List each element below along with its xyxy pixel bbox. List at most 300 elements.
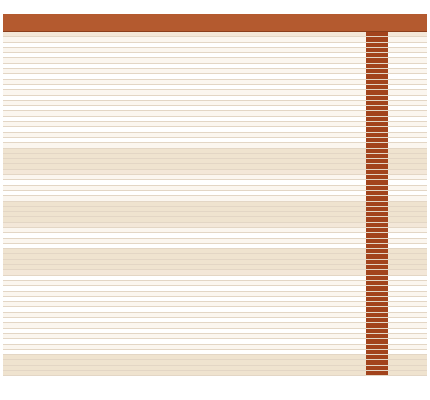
table-cell	[145, 143, 165, 147]
table-cell	[57, 318, 71, 322]
table-cell	[3, 143, 36, 147]
table-cell	[326, 334, 346, 338]
table-cell	[366, 307, 388, 311]
table-cell	[165, 170, 184, 174]
table-cell	[205, 313, 226, 317]
table-cell	[36, 228, 57, 232]
table-cell	[36, 53, 57, 57]
table-cell	[165, 313, 184, 317]
table-cell	[57, 297, 71, 301]
table-cell	[89, 350, 107, 354]
table-cell	[57, 355, 71, 359]
table-cell	[107, 143, 125, 147]
table-cell	[165, 127, 184, 131]
table-cell	[226, 223, 247, 227]
table-cell	[286, 85, 306, 89]
table-cell	[205, 32, 226, 36]
table-cell	[36, 69, 57, 73]
table-cell	[71, 122, 89, 126]
table-cell	[107, 292, 125, 296]
table-cell	[247, 48, 266, 52]
table-cell	[326, 350, 346, 354]
table-cell	[266, 350, 286, 354]
table-cell	[165, 207, 184, 211]
table-cell	[125, 281, 145, 285]
table-cell	[226, 366, 247, 370]
table-cell	[107, 329, 125, 333]
table-cell	[388, 345, 407, 349]
table-cell	[3, 138, 36, 142]
table-cell	[247, 164, 266, 168]
table-cell	[226, 143, 247, 147]
table-cell	[366, 64, 388, 68]
table-cell	[71, 223, 89, 227]
table-cell	[247, 323, 266, 327]
table-cell	[36, 270, 57, 274]
table-cell	[388, 313, 407, 317]
table-cell	[125, 90, 145, 94]
table-cell	[89, 297, 107, 301]
table-cell	[57, 207, 71, 211]
table-cell	[184, 106, 205, 110]
table-cell	[226, 101, 247, 105]
table-cell	[346, 122, 366, 126]
table-cell	[3, 154, 36, 158]
table-cell	[36, 80, 57, 84]
table-cell	[125, 164, 145, 168]
table-cell	[205, 249, 226, 253]
table-cell	[107, 127, 125, 131]
table-cell	[165, 260, 184, 264]
table-cell	[184, 101, 205, 105]
table-cell	[145, 228, 165, 232]
table-cell	[184, 249, 205, 253]
table-cell	[266, 371, 286, 375]
table-cell	[125, 260, 145, 264]
table-cell	[366, 270, 388, 274]
table-cell	[266, 239, 286, 243]
table-cell	[184, 53, 205, 57]
table-cell	[107, 58, 125, 62]
table-cell	[71, 53, 89, 57]
table-cell	[71, 265, 89, 269]
table-cell	[388, 270, 407, 274]
table-cell	[306, 74, 326, 78]
table-cell	[388, 371, 407, 375]
table-cell	[57, 85, 71, 89]
table-cell	[266, 180, 286, 184]
table-cell	[266, 254, 286, 258]
table-cell	[3, 355, 36, 359]
table-cell	[89, 90, 107, 94]
table-cell	[125, 159, 145, 163]
table-cell	[107, 164, 125, 168]
table-cell	[165, 249, 184, 253]
table-cell	[326, 64, 346, 68]
table-cell	[3, 302, 36, 306]
table-cell	[3, 164, 36, 168]
table-cell	[286, 307, 306, 311]
table-cell	[125, 339, 145, 343]
table-cell	[247, 32, 266, 36]
table-cell	[36, 64, 57, 68]
table-cell	[184, 122, 205, 126]
table-cell	[3, 96, 36, 100]
table-cell	[125, 170, 145, 174]
table-cell	[286, 228, 306, 232]
table-cell	[36, 223, 57, 227]
table-cell	[388, 297, 407, 301]
table-cell	[247, 302, 266, 306]
table-cell	[3, 180, 36, 184]
table-cell	[184, 212, 205, 216]
table-cell	[107, 175, 125, 179]
table-cell	[3, 228, 36, 232]
table-cell	[266, 164, 286, 168]
table-cell	[366, 207, 388, 211]
table-cell	[145, 64, 165, 68]
table-cell	[184, 170, 205, 174]
table-cell	[226, 196, 247, 200]
table-cell	[205, 133, 226, 137]
column-header	[346, 14, 366, 31]
table-cell	[286, 371, 306, 375]
table-cell	[247, 297, 266, 301]
table-cell	[89, 122, 107, 126]
table-cell	[145, 37, 165, 41]
table-cell	[71, 355, 89, 359]
table-cell	[366, 371, 388, 375]
table-cell	[346, 138, 366, 142]
table-cell	[388, 323, 407, 327]
table-cell	[184, 207, 205, 211]
table-cell	[107, 360, 125, 364]
table-cell	[71, 233, 89, 237]
table-cell	[306, 244, 326, 248]
table-cell	[388, 302, 407, 306]
column-header	[266, 14, 286, 31]
table-cell	[36, 334, 57, 338]
table-cell	[226, 228, 247, 232]
table-cell	[226, 249, 247, 253]
table-cell	[57, 334, 71, 338]
table-cell	[125, 175, 145, 179]
table-cell	[346, 64, 366, 68]
table-cell	[346, 96, 366, 100]
table-cell	[266, 260, 286, 264]
table-cell	[71, 170, 89, 174]
table-cell	[388, 64, 407, 68]
table-cell	[388, 85, 407, 89]
table-cell	[266, 202, 286, 206]
table-cell	[36, 133, 57, 137]
table-cell	[247, 117, 266, 121]
table-cell	[145, 138, 165, 142]
table-cell	[226, 164, 247, 168]
table-cell	[125, 212, 145, 216]
table-cell	[226, 297, 247, 301]
table-cell	[107, 37, 125, 41]
table-cell	[205, 90, 226, 94]
table-cell	[57, 37, 71, 41]
table-cell	[366, 170, 388, 174]
table-cell	[184, 48, 205, 52]
table-cell	[71, 366, 89, 370]
table-cell	[57, 313, 71, 317]
table-cell	[366, 228, 388, 232]
table-cell	[107, 302, 125, 306]
table-cell	[3, 127, 36, 131]
table-cell	[36, 106, 57, 110]
table-cell	[36, 276, 57, 280]
table-cell	[89, 170, 107, 174]
table-cell	[125, 366, 145, 370]
table-cell	[247, 334, 266, 338]
table-cell	[266, 143, 286, 147]
table-cell	[89, 355, 107, 359]
table-cell	[3, 106, 36, 110]
table-cell	[57, 350, 71, 354]
table-cell	[205, 334, 226, 338]
table-cell	[205, 111, 226, 115]
table-cell	[286, 180, 306, 184]
table-cell	[247, 371, 266, 375]
table-cell	[286, 254, 306, 258]
table-cell	[247, 196, 266, 200]
table-cell	[36, 43, 57, 47]
table-cell	[3, 366, 36, 370]
table-cell	[366, 180, 388, 184]
table-cell	[326, 196, 346, 200]
table-cell	[366, 196, 388, 200]
table-cell	[165, 292, 184, 296]
table-cell	[247, 350, 266, 354]
table-cell	[286, 329, 306, 333]
table-cell	[226, 307, 247, 311]
table-cell	[306, 133, 326, 137]
table-cell	[3, 196, 36, 200]
table-cell	[346, 149, 366, 153]
table-cell	[125, 313, 145, 317]
table-cell	[226, 360, 247, 364]
table-cell	[36, 180, 57, 184]
table-cell	[57, 371, 71, 375]
table-cell	[266, 133, 286, 137]
table-cell	[184, 202, 205, 206]
table-cell	[125, 202, 145, 206]
table-cell	[286, 196, 306, 200]
table-cell	[145, 191, 165, 195]
table-cell	[125, 186, 145, 190]
table-cell	[247, 138, 266, 142]
column-header	[71, 14, 89, 31]
table-cell	[184, 217, 205, 221]
table-cell	[388, 80, 407, 84]
table-cell	[247, 106, 266, 110]
table-cell	[326, 69, 346, 73]
table-cell	[326, 85, 346, 89]
table-cell	[3, 313, 36, 317]
table-cell	[3, 53, 36, 57]
table-cell	[388, 207, 407, 211]
table-cell	[125, 329, 145, 333]
table-cell	[366, 127, 388, 131]
table-cell	[388, 191, 407, 195]
table-cell	[326, 260, 346, 264]
table-cell	[125, 286, 145, 290]
table-cell	[286, 270, 306, 274]
table-cell	[3, 334, 36, 338]
table-cell	[388, 127, 407, 131]
table-cell	[366, 355, 388, 359]
table-cell	[366, 323, 388, 327]
table-cell	[326, 360, 346, 364]
table-cell	[306, 202, 326, 206]
table-cell	[388, 122, 407, 126]
table-cell	[286, 191, 306, 195]
table-cell	[145, 265, 165, 269]
table-cell	[3, 360, 36, 364]
table-cell	[388, 355, 407, 359]
table-cell	[286, 32, 306, 36]
table-cell	[306, 85, 326, 89]
table-cell	[205, 48, 226, 52]
table-cell	[306, 239, 326, 243]
table-cell	[346, 186, 366, 190]
table-cell	[57, 101, 71, 105]
table-cell	[346, 207, 366, 211]
table-cell	[3, 64, 36, 68]
table-cell	[226, 43, 247, 47]
table-cell	[388, 101, 407, 105]
table-cell	[366, 133, 388, 137]
table-cell	[107, 212, 125, 216]
table-cell	[125, 371, 145, 375]
table-cell	[226, 149, 247, 153]
table-cell	[3, 286, 36, 290]
table-cell	[89, 143, 107, 147]
table-cell	[165, 212, 184, 216]
table-cell	[71, 334, 89, 338]
table-cell	[184, 186, 205, 190]
table-cell	[226, 265, 247, 269]
table-cell	[57, 260, 71, 264]
table-cell	[165, 318, 184, 322]
table-cell	[165, 350, 184, 354]
table-cell	[125, 345, 145, 349]
table-cell	[388, 276, 407, 280]
table-cell	[226, 106, 247, 110]
table-cell	[306, 58, 326, 62]
table-cell	[286, 323, 306, 327]
table-cell	[184, 334, 205, 338]
table-cell	[247, 339, 266, 343]
table-cell	[306, 297, 326, 301]
column-header	[226, 14, 247, 31]
valuation-table	[3, 14, 427, 385]
table-cell	[165, 80, 184, 84]
table-cell	[36, 302, 57, 306]
table-cell	[326, 371, 346, 375]
table-cell	[125, 217, 145, 221]
table-cell	[247, 133, 266, 137]
table-cell	[247, 223, 266, 227]
table-cell	[184, 191, 205, 195]
table-cell	[89, 101, 107, 105]
table-cell	[36, 202, 57, 206]
table-cell	[145, 106, 165, 110]
table-cell	[107, 154, 125, 158]
table-cell	[57, 32, 71, 36]
table-cell	[266, 37, 286, 41]
table-cell	[205, 53, 226, 57]
table-cell	[36, 366, 57, 370]
table-cell	[306, 122, 326, 126]
table-cell	[286, 350, 306, 354]
table-cell	[184, 297, 205, 301]
table-cell	[71, 217, 89, 221]
table-cell	[247, 101, 266, 105]
table-cell	[366, 318, 388, 322]
table-cell	[247, 43, 266, 47]
table-cell	[57, 217, 71, 221]
table-cell	[286, 154, 306, 158]
table-cell	[326, 207, 346, 211]
table-cell	[89, 307, 107, 311]
table-cell	[286, 286, 306, 290]
table-cell	[184, 286, 205, 290]
table-cell	[125, 106, 145, 110]
table-cell	[145, 58, 165, 62]
table-cell	[145, 48, 165, 52]
table-cell	[71, 127, 89, 131]
table-cell	[326, 154, 346, 158]
table-cell	[388, 43, 407, 47]
table-cell	[266, 127, 286, 131]
table-cell	[145, 286, 165, 290]
table-cell	[346, 101, 366, 105]
table-cell	[306, 223, 326, 227]
table-cell	[306, 318, 326, 322]
table-cell	[286, 90, 306, 94]
table-cell	[107, 191, 125, 195]
table-cell	[346, 80, 366, 84]
table-cell	[89, 85, 107, 89]
table-cell	[286, 74, 306, 78]
table-cell	[306, 191, 326, 195]
table-cell	[346, 69, 366, 73]
table-cell	[71, 69, 89, 73]
table-cell	[71, 186, 89, 190]
table-cell	[346, 350, 366, 354]
table-cell	[145, 175, 165, 179]
table-cell	[184, 345, 205, 349]
table-cell	[306, 307, 326, 311]
table-cell	[57, 276, 71, 280]
table-cell	[165, 117, 184, 121]
table-cell	[89, 286, 107, 290]
table-cell	[165, 196, 184, 200]
table-cell	[145, 180, 165, 184]
table-cell	[247, 96, 266, 100]
table-cell	[247, 186, 266, 190]
table-cell	[125, 58, 145, 62]
table-cell	[306, 339, 326, 343]
table-cell	[346, 202, 366, 206]
table-cell	[205, 43, 226, 47]
table-cell	[89, 37, 107, 41]
table-cell	[286, 53, 306, 57]
